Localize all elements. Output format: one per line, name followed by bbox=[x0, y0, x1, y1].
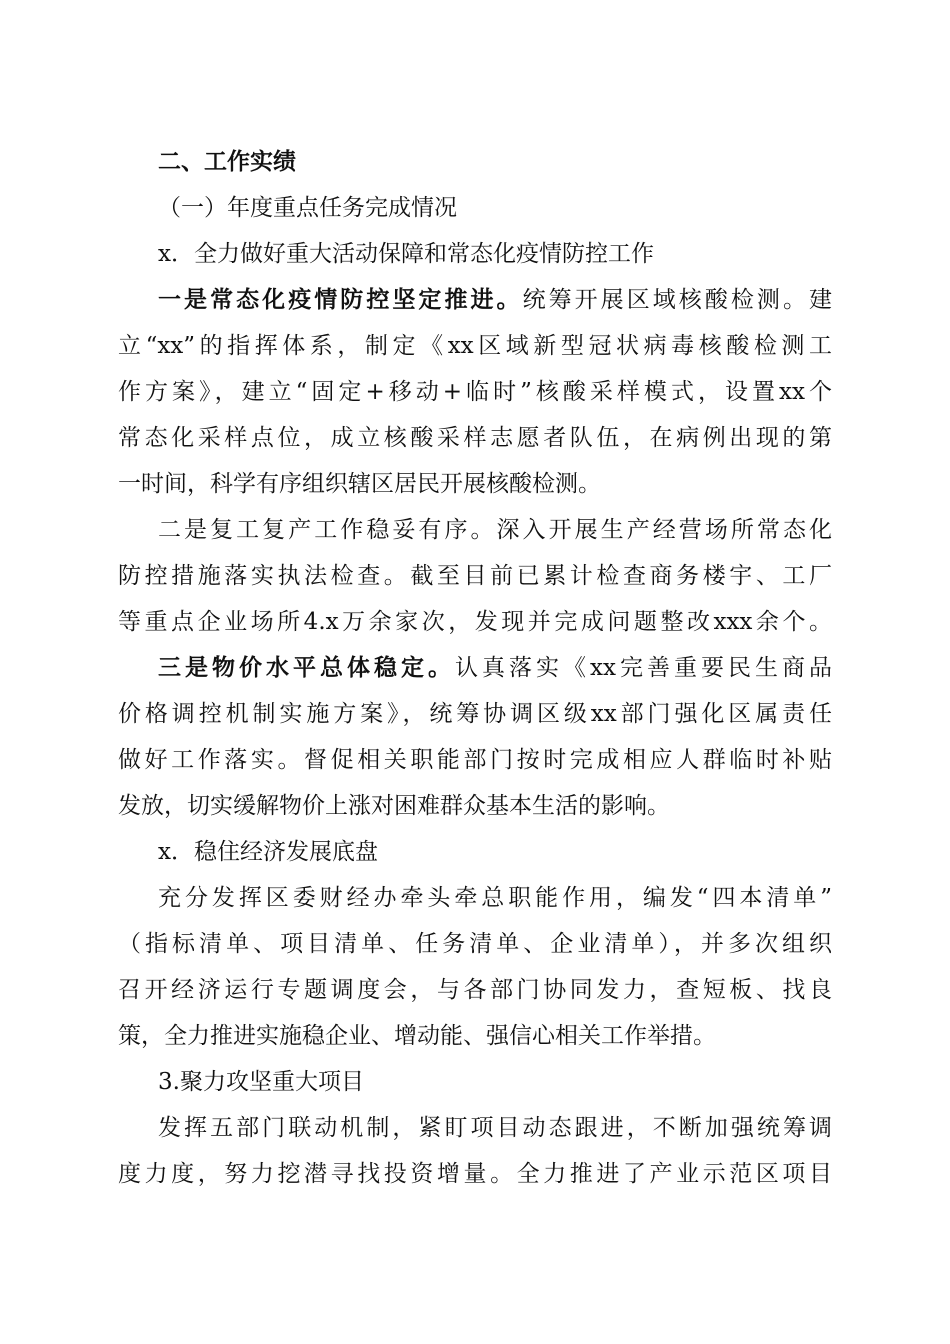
item1-p2-line2: 防控措施落实执法检查。截至目前已累计检查商务楼宇、工厂 bbox=[118, 563, 832, 589]
item3-p1-line1: 发挥五部门联动机制，紧盯项目动态跟进，不断加强统筹调 bbox=[158, 1115, 832, 1141]
item1-p3-line3: 做好工作落实。督促相关职能部门按时完成相应人群临时补贴 bbox=[118, 747, 832, 773]
item1-p1-line1-text: 统筹开展区域核酸检测。建 bbox=[522, 287, 833, 313]
item1-p1-line5: 一时间，科学有序组织辖区居民开展核酸检测。 bbox=[118, 471, 601, 497]
sub-heading: （一）年度重点任务完成情况 bbox=[158, 195, 457, 221]
item1-p2-line1: 二是复工复产工作稳妥有序。深入开展生产经营场所常态化 bbox=[158, 517, 832, 543]
item1-p1-line3: 作方案》，建立“固定+移动+临时”核酸采样模式，设置xx个 bbox=[118, 379, 832, 405]
section-heading: 二、工作实绩 bbox=[158, 149, 296, 175]
item3-p1-line2: 度力度，努力挖潜寻找投资增量。全力推进了产业示范区项目 bbox=[118, 1161, 832, 1187]
item1-p3-lead: 三是物价水平总体稳定。 bbox=[158, 655, 456, 681]
item2-p1-line4: 策，全力推进实施稳企业、增动能、强信心相关工作举措。 bbox=[118, 1023, 716, 1049]
item1-p3-line2: 价格调控机制实施方案》，统筹协调区级xx部门强化区属责任 bbox=[118, 701, 832, 727]
item1-p1-lead: 一是常态化疫情防控坚定推进。 bbox=[158, 287, 523, 313]
item2-title: x．稳住经济发展底盘 bbox=[158, 839, 378, 865]
item1-p1-line4: 常态化采样点位，成立核酸采样志愿者队伍，在病例出现的第 bbox=[118, 425, 832, 451]
item1-p3-line1 bbox=[158, 653, 832, 683]
item1-p1-line1 bbox=[158, 285, 832, 315]
item1-p2-line3: 等重点企业场所4.x万余家次，发现并完成问题整改xxx余个。 bbox=[118, 609, 832, 635]
item3-title: 3.聚力攻坚重大项目 bbox=[158, 1069, 364, 1095]
item1-p1-line2: 立“xx”的指挥体系，制定《xx区域新型冠状病毒核酸检测工 bbox=[118, 333, 832, 359]
item2-p1-line3: 召开经济运行专题调度会，与各部门协同发力，查短板、找良 bbox=[118, 977, 832, 1003]
item1-p3-line1-text: 认真落实《xx完善重要民生商品 bbox=[455, 655, 832, 681]
item1-title: x．全力做好重大活动保障和常态化疫情防控工作 bbox=[158, 241, 654, 267]
item2-p1-line1: 充分发挥区委财经办牵头牵总职能作用，编发“四本清单” bbox=[158, 885, 832, 911]
item2-p1-line2: （指标清单、项目清单、任务清单、企业清单），并多次组织 bbox=[118, 931, 832, 957]
item1-p3-line4: 发放，切实缓解物价上涨对困难群众基本生活的影响。 bbox=[118, 793, 670, 819]
